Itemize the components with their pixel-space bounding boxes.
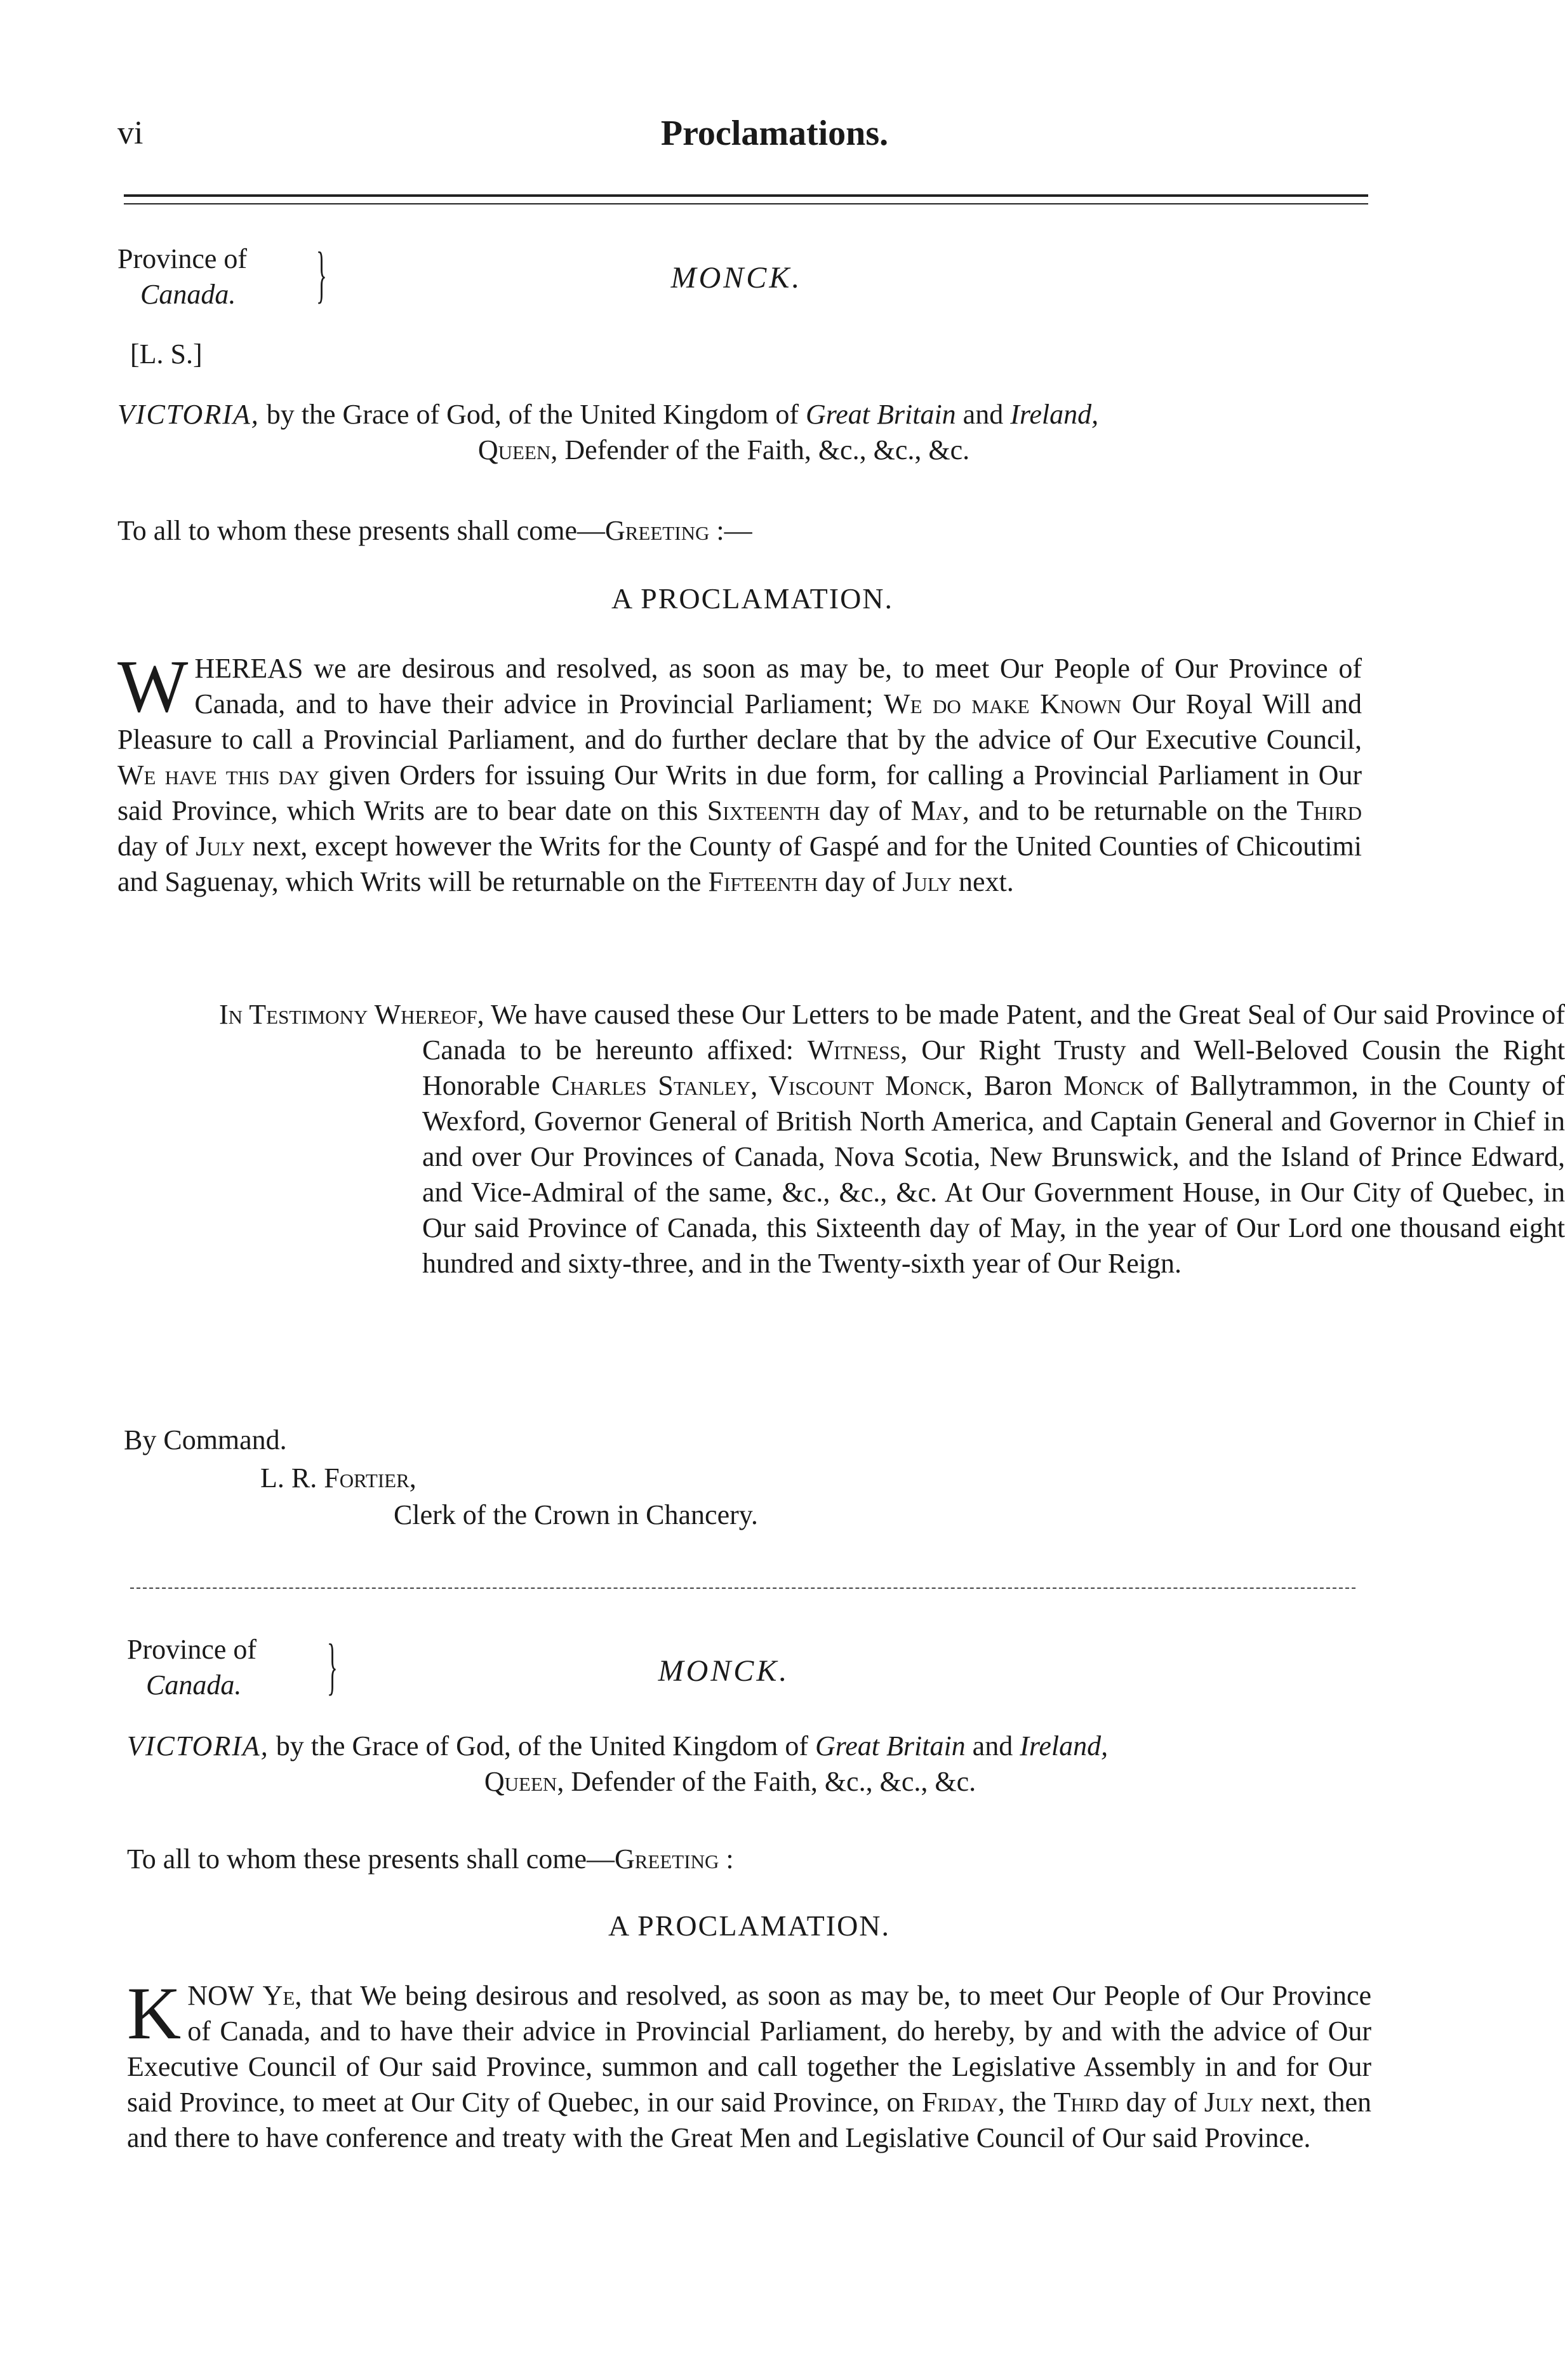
testimony-lead: In Testimony Whereof, xyxy=(219,999,484,1030)
brace-icon: } xyxy=(316,239,327,309)
body-emphasis: Fifteenth xyxy=(708,866,818,897)
greeting-line xyxy=(127,1842,1371,1877)
running-title: Proclamations. xyxy=(660,114,889,153)
governor-signature: MONCK. xyxy=(670,261,802,295)
body-emphasis: Friday, xyxy=(921,2087,1005,2118)
body-emphasis: Ye, xyxy=(262,1980,302,2011)
body-emphasis: July xyxy=(1204,2087,1254,2118)
province-label: Province of xyxy=(127,1634,257,1665)
body-text: next, then and there to have conference and treaty with the Great Men and Legislative Council of Our said Province. xyxy=(127,2087,1371,2153)
defender-text: Defender of the Faith, &c., &c., &c. xyxy=(564,434,970,465)
drop-cap: W xyxy=(117,645,189,728)
header-rule-top xyxy=(124,194,1368,197)
signer-line xyxy=(260,1461,416,1496)
province-name: Canada. xyxy=(146,1669,242,1701)
royal-style-text: by the Grace of God, of the United Kingdom of xyxy=(266,399,799,430)
page-number: vi xyxy=(117,115,143,151)
greeting-line xyxy=(117,513,1368,549)
body-emphasis: Third xyxy=(1296,795,1362,826)
body-emphasis: July xyxy=(902,866,952,897)
defender-text: Defender of the Faith, &c., &c., &c. xyxy=(571,1766,976,1797)
body-text: we are desirous and resolved, as soon as may be, to meet Our People of Our Province of Canada, and to have their advice in Provincial Parliament; xyxy=(194,653,1362,719)
royal-style xyxy=(117,397,1368,468)
conjunction: and xyxy=(962,399,1004,430)
testimony-clause xyxy=(219,997,1565,1281)
province-block xyxy=(117,241,333,312)
body-lead-word: HEREAS xyxy=(194,653,303,684)
witness-word: Witness, xyxy=(807,1034,908,1066)
signer-name: Fortier, xyxy=(324,1462,416,1494)
body-emphasis: Sixteenth xyxy=(707,795,820,826)
body-emphasis: Third xyxy=(1053,2087,1119,2118)
ireland: Ireland, xyxy=(1010,399,1099,430)
body-text: that We being desirous and resolved, as soon as may be, to meet Our People of Our Province of Canada, and to have their advice in Provincial Parliament, do hereby, by and with the advice of Our Executive Council of Our said Province, summon and call together the Legislative Assembly in and for Our said Province, to meet at Our City of Quebec, in our said Province, on xyxy=(127,1980,1372,2118)
governor-signature: MONCK. xyxy=(658,1654,790,1688)
signer-title: Clerk of the Crown in Chancery. xyxy=(394,1499,758,1530)
queen-title: Queen, xyxy=(484,1766,564,1797)
greeting-address: To all to whom these presents shall come— xyxy=(117,515,605,546)
body-emphasis: We have this day xyxy=(117,759,320,791)
by-command: By Command. xyxy=(124,1424,287,1455)
header-rule-bottom xyxy=(124,203,1368,204)
proclamation-body xyxy=(117,645,1362,900)
greeting-suffix: : xyxy=(726,1843,734,1875)
body-text: day of xyxy=(117,831,189,862)
proclamation-heading: A PROCLAMATION. xyxy=(611,582,894,615)
greeting-suffix: :— xyxy=(716,515,752,546)
drop-cap: K xyxy=(127,1972,182,2055)
great-britain: Great Britain xyxy=(815,1730,966,1762)
conjunction: and xyxy=(972,1730,1013,1762)
great-britain: Great Britain xyxy=(805,399,956,430)
body-emphasis: May, xyxy=(910,795,969,826)
signer-initials: L. R. xyxy=(260,1462,317,1494)
ireland: Ireland, xyxy=(1020,1730,1109,1762)
royal-style-text: by the Grace of God, of the United Kingdom of xyxy=(276,1730,808,1762)
body-lead-word: NOW xyxy=(187,1980,255,2011)
testimony-text: We have caused these Our Letters to be made Patent, and the Great Seal of Our said Province of Canada to be hereunto affixed: xyxy=(422,999,1565,1066)
body-text: the xyxy=(1012,2087,1046,2118)
seal-mark: [L. S.] xyxy=(130,338,203,370)
governor-name: Charles Stanley, Viscount Monck, xyxy=(551,1070,973,1101)
province-block xyxy=(127,1632,343,1703)
victoria-name: VICTORIA, xyxy=(127,1730,269,1762)
royal-style xyxy=(127,1728,1371,1800)
body-emphasis: We do make Known xyxy=(884,688,1122,719)
body-text: next. xyxy=(959,866,1014,897)
greeting-word: Greeting xyxy=(604,515,710,546)
province-label: Province of xyxy=(117,243,248,274)
brace-icon: } xyxy=(327,1631,338,1701)
testimony-text: of Ballytrammon, in the County of Wexford, Governor General of British North America, and Captain General and Governor in Chief in and over Our Provinces of Canada, Nova Scotia, New Brunswick, and the Island of Prince Edward, and Vice-Admiral of the same, &c., &c., &c. At Our Government House, in Our City of Quebec, in Our said Province of Canada, this Sixteenth day of May, in the year of Our Lord one thousand eight hundred and sixty-three, and in the Twenty-sixth year of Our Reign. xyxy=(422,1070,1565,1279)
queen-title: Queen, xyxy=(477,434,558,465)
body-text: next, except however the Writs for the County of Gaspé and for the United Counties of Chicoutimi and Saguenay, which Writs will be returnable on the xyxy=(117,831,1362,897)
body-text: day of xyxy=(825,866,896,897)
greeting-address: To all to whom these presents shall come— xyxy=(127,1843,615,1875)
proclamation-heading: A PROCLAMATION. xyxy=(608,1909,891,1942)
body-emphasis: July xyxy=(196,831,246,862)
proclamation-body xyxy=(127,1972,1372,2156)
body-text: day of xyxy=(1126,2087,1197,2118)
body-text: and to be returnable on the xyxy=(978,795,1288,826)
body-text: day of xyxy=(829,795,902,826)
section-divider xyxy=(130,1588,1355,1589)
monck-name: Monck xyxy=(1063,1070,1145,1101)
testimony-text: Baron xyxy=(983,1070,1053,1101)
victoria-name: VICTORIA, xyxy=(117,399,260,430)
greeting-word: Greeting xyxy=(614,1843,719,1875)
province-name: Canada. xyxy=(140,279,236,310)
testimony-text: Our Right Trusty and Well-Beloved Cousin the Right Honorable xyxy=(422,1034,1565,1101)
body-text: Our Royal Will and Pleasure to call a Provincial Parliament, and do further declare that by the advice of Our Executive Council, xyxy=(117,688,1362,755)
body-text: given Orders for issuing Our Writs in due form, for calling a Provincial Parliament in Our said Province, which Writs are to bear date on this xyxy=(117,759,1362,826)
